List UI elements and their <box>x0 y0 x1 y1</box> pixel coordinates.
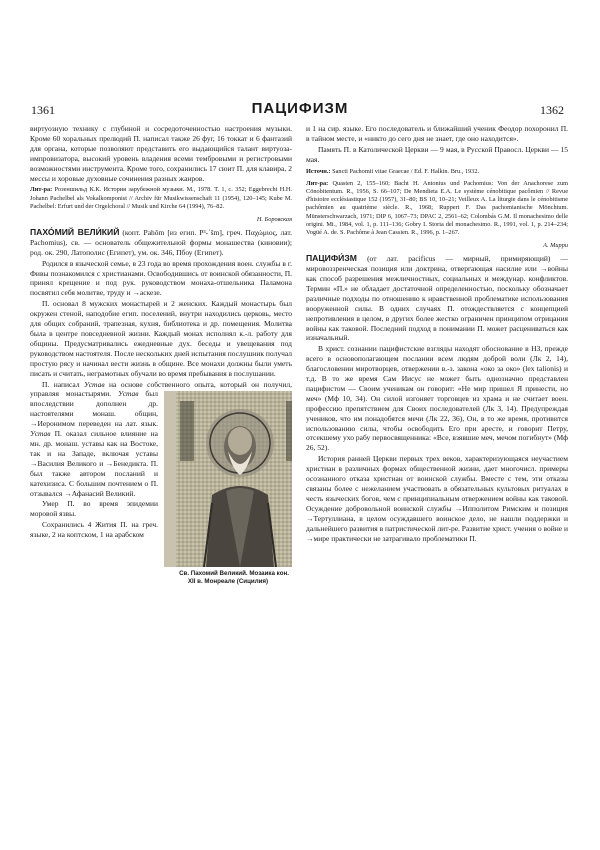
paragraph: История ранней Церкви первых трех веков, характеризующаяся неучастием христиан в различных формах общественной жизни, дает многочисл. примеры осознанного отказа христиан от воинской службы. Вместе с тем, эти отказы связаны более с нежеланием участвовать в обязательных культовых ритуалах в честь языческих богов, чем с принципиальным отвержением войны как таковой. Осуждение добровольной воинской службы →Ипполитом Римским и позиция →Тертуллиана, в целом осуждавшего воинское дело, не нашли поддержки и дальнейшего развития в патристической лит-ре. Развитие христ. учения о войне и →мире практически не затрагивало проблематики П. <box>306 454 568 543</box>
running-header <box>0 100 600 121</box>
entry-title: ПАЦИФИ́ЗМ <box>306 253 357 264</box>
paragraph: В христ. сознании пацифистские взгляды находят обоснование в НЗ, прежде всего в основополагающем послании всем людям доброй воли (Лк 2, 14), благословении миротворцев, отвержении в.-з. закона «око за око» (lex talionis) и т.д. В то же время Сам Иисус не может быть однозначно представлен пацифистом — Своим ученикам он говорит: «Не мир пришел Я принести, но меч» (Мф 10, 34). Он силой изгоняет торговцев из храма и не считает воен. профессию препятствием для Своих последователей (Лк 3, 14). Предупреждая учеников, что им понадобятся мечи (Лк 22, 36), Он, в то же время, противится использованию силы, чтобы освободить Его при аресте, и говорит Петру, отсекшему ухо рабу первосвященника: «Все, взявшие меч, мечом погибнут» (Мф 26, 52). <box>306 344 568 453</box>
page-number-right: 1362 <box>540 103 564 117</box>
paragraph: П. основал 8 мужских монастырей и 2 женских. Каждый монастырь был окружен стеной, наподобие егип. поселений, внутри находились церковь, место для общих собраний, трапезная, кухня, библиотека и др. помещения. Молитва была в центре повседневной жизни. Каждый монах исполнял к.-л. работу для общины. Предусматривались ежедневные дух. беседы и увещевания под руководством настоятеля. После нескольких дней испытания послушник получал простую рясу и начинал вести жизнь в общине. Все монахи должны были уметь писать и считать, неграмотных обучали во время пребывания в послушании. <box>30 299 292 378</box>
running-headword: ПАЦИФИЗМ <box>251 100 349 117</box>
text-run: на основе собственного опыта, который он получил, управляя монастырями. <box>30 379 293 399</box>
sources-block <box>306 168 568 176</box>
entry-header <box>30 228 292 258</box>
text-run: П. написал <box>42 379 80 389</box>
author-signature: Н. Боровская <box>256 216 292 224</box>
sources-text: Sancti Pachomii vitae Graecae / Ed. F. Halkin. Bru., 1932. <box>332 167 480 175</box>
paragraph: виртуозную технику с глубиной и сосредоточенностью настроения музыки. Кроме 60 хоральных прелюдий П. написал также 26 фуг, 16 токкат и 6 фантазий для органа, которые позволяют представить его выдающийся талант виртуоза-импровизатора, высокий уровень владения всеми тембровыми и регистровыми возможностями инструмента. Кроме того, сохранились 17 сюит П. для клавира, 2 мессы и хоровые духовные сочинения разных жанров. <box>30 124 292 183</box>
literature-text: Розеншильд К.К. История зарубежной музыки. М., 1978. Т. 1, с. 352; Eggebrecht H.H. Johann Pachelbel als Vokalkomponist // Archiv für Musikwissenschaft 11 (1954), 120–145; Kube M. Pachelbel: Erfurt und der Orgelchoral // Musik und Kirche 64 (1994), 76–82. <box>30 186 292 210</box>
entry-intro: (копт. Pahôm [из егип. P³-ʿšm], греч. Παχώμιος, лат. Pachomius), св. — основатель общежительной формы монашества (киновии); род. ок. 290, Латополис (Египет), ум. ок. 346, Пбоу (Египет). <box>30 227 292 257</box>
paragraph: Сохранились 4 Жития П. на греч. языке, 2 на коптском, 1 на арабском <box>30 520 158 540</box>
literature-block <box>306 180 568 237</box>
mosaic-image <box>164 391 292 567</box>
literature-label: Лит-ра: <box>30 186 53 194</box>
entry-title: ПАХО́МИЙ ВЕЛИ́КИЙ <box>30 226 120 237</box>
left-column <box>30 124 292 588</box>
literature-block <box>30 186 292 211</box>
right-column <box>306 124 568 544</box>
saint-mosaic-icon <box>176 391 292 567</box>
text-run: П. оказал сильное влияние на мн. др. монаш. уставы как на Востоке, так и на Западе, включая уставы →Василия Великого и →Бенедикта. П. был также автором посланий и катехизиса. С большим почтением о П. отзывался →Афанасий Великий. <box>30 429 159 498</box>
literature-label: Лит-ра: <box>306 179 329 187</box>
paragraph: Память П. в Католической Церкви — 9 мая, в Русской Правосл. Церкви — 15 мая. <box>306 144 568 164</box>
paragraph: Родился в языческой семье, в 23 года во время прохождения воен. службы в г. Фивы познакомился с христианами. Освободившись от воинской обязанности, П. принял крещение и под рук. руководством монаха-отшельника Паламона посвятил себя молитве, труду и →аскезе. <box>30 258 292 298</box>
entry-intro: (от лат. pacificus — мирный, примиряющий) — мировоззренческая позиция или доктрина, отвергающая насилие или →войны как способ разрешения межличностных, социальных и междунар. конфликтов. Термин «П.» не обладает достаточной определенностью, поскольку обозначает различные подходы по отношению к нравственной проблематике использования вооруженной силы. В одних случаях П. отождествляется с концепцией непротивления в целом, в других более жестко ограничен принципом отрицания войны как таковой. Последний подход в понимании П. может расцениваться как изначальный. <box>306 254 569 343</box>
figure-caption: Св. Пахомий Великий. Мозаика кон. XII в. Монреале (Сицилия) <box>179 570 289 586</box>
entry-header <box>306 254 568 343</box>
author-signature: А. Мирри <box>543 242 568 250</box>
text-italic: Устав <box>84 379 105 389</box>
figure <box>164 391 292 585</box>
text-italic: Устав <box>30 429 51 439</box>
text-run: был впоследствии дополнен др. настоятелями монаш. общин, →Иеронимом переведен на лат. язык. <box>30 389 159 429</box>
paragraph: Умер П. во время эпидемии моровой язвы. <box>30 499 158 519</box>
literature-text: Quasten 2, 155–160; Bacht H. Antonius und Pachomius: Von der Anachorese zum Cönobitentum. R., 1956, S. 66–107; De Mendieta E.A. Le système cénobitique pacômien // Revue d'histoire ecclésiastique 152 (1957), 31–80; BS 10, 10–21; Veilleux A. La liturgie dans le cénobitisme pachômien au quatrième siècle. R., 1968; Ruppert F. Das pachomianische Mönchtum. Münsterschwarzach, 1971; DIP 6, 1067–73; DPAC 2, 2561–62; Colombás G.M. Il monachesimo delle origini. Mi., 1984, vol. 1, p. 111–136; Gobry I. Storia del monachesimo. R., 1991, vol. 1, p. 214–234; Vogüé A. de. S. Pachôme à Jean Cassien. R., 1996, p. 1–267. <box>306 179 568 237</box>
page-number-left: 1361 <box>31 103 55 117</box>
text-italic: Устав <box>118 389 139 399</box>
sources-label: Источн.: <box>306 167 331 175</box>
paragraph: и 1 на сир. языке. Его последователь и ближайший ученик Феодор похоронил П. в тайном месте, и «никто до сего дня не знает, где оно находится». <box>306 124 568 143</box>
